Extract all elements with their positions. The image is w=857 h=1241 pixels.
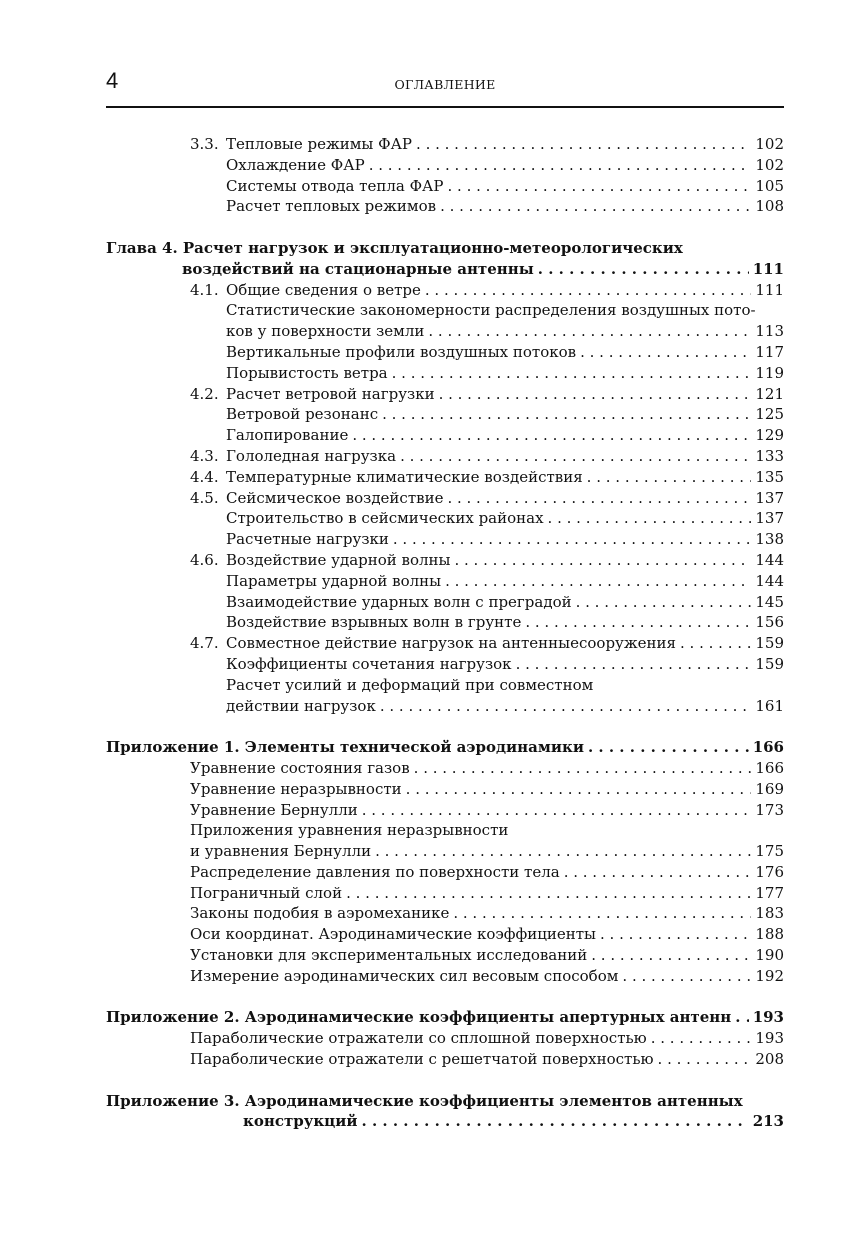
toc-entry[interactable] <box>106 696 784 717</box>
table-of-contents <box>106 134 784 1132</box>
toc-entry-title: Вертикальные профили воздушных потоков <box>226 342 580 363</box>
toc-entry-title: Порывистость ветра <box>226 363 392 384</box>
dot-leader <box>622 966 751 987</box>
toc-entry-title: Расчет тепловых режимов <box>226 196 440 217</box>
dot-leader <box>588 737 749 758</box>
toc-entry-title: Ветровой резонанс <box>226 404 382 425</box>
toc-entry-page: 111 <box>749 259 784 280</box>
toc-entry-title: 4.4. Температурные климатические воздействия <box>190 467 587 488</box>
toc-entry-page: 117 <box>751 342 784 363</box>
dot-leader <box>587 467 752 488</box>
toc-entry-title: Законы подобия в аэромеханике <box>190 903 453 924</box>
dot-leader <box>428 321 751 342</box>
toc-entry[interactable] <box>106 196 784 217</box>
toc-entry-page: 192 <box>751 966 784 987</box>
toc-entry[interactable] <box>106 924 784 945</box>
toc-entry-page: 156 <box>751 612 784 633</box>
toc-entry-page: 193 <box>749 1007 784 1028</box>
toc-entry-page: 144 <box>751 571 784 592</box>
toc-entry-number: 4.7. <box>190 634 219 653</box>
toc-entry-page: 108 <box>751 196 784 217</box>
toc-entry[interactable] <box>106 280 784 301</box>
section-gap <box>106 217 784 238</box>
toc-entry-number: 4.1. <box>190 280 219 299</box>
dot-leader <box>362 800 752 821</box>
toc-entry[interactable] <box>106 883 784 904</box>
dot-leader <box>658 1049 752 1070</box>
toc-entry-page: 190 <box>751 945 784 966</box>
page-header <box>106 68 784 108</box>
toc-entry[interactable] <box>106 300 784 321</box>
toc-entry[interactable] <box>106 675 784 696</box>
toc-entry-page: 144 <box>751 550 784 571</box>
toc-entry-title: Параболические отражатели со сплошной поверхностью <box>190 1028 651 1049</box>
toc-entry-page: 133 <box>751 446 784 467</box>
toc-entry[interactable] <box>106 779 784 800</box>
toc-entry[interactable] <box>106 654 784 675</box>
dot-leader <box>651 1028 752 1049</box>
toc-entry[interactable] <box>106 550 784 571</box>
toc-entry-page: 119 <box>751 363 784 384</box>
dot-leader <box>392 363 752 384</box>
toc-entry-title: 4.6. Воздействие ударной волны <box>190 550 454 571</box>
toc-entry-title: 4.3. Гололедная нагрузка <box>190 446 400 467</box>
toc-entry-page: 208 <box>751 1049 784 1070</box>
toc-entry-page: 193 <box>751 1028 784 1049</box>
section-gap <box>106 987 784 1008</box>
toc-entry-title: Охлаждение ФАР <box>226 155 369 176</box>
dot-leader <box>525 612 751 633</box>
toc-entry-title: Оси координат. Аэродинамические коэффициенты <box>190 924 600 945</box>
toc-entry[interactable] <box>106 820 784 841</box>
toc-entry-page: 183 <box>751 903 784 924</box>
dot-leader <box>445 571 751 592</box>
toc-entry-page: 138 <box>751 529 784 550</box>
toc-entry[interactable] <box>106 342 784 363</box>
dot-leader <box>454 550 751 571</box>
toc-entry-title: Пограничный слой <box>190 883 346 904</box>
dot-leader <box>516 654 752 675</box>
toc-entry[interactable] <box>106 529 784 550</box>
toc-entry-page: 159 <box>751 633 784 654</box>
dot-leader <box>382 404 751 425</box>
dot-leader <box>400 446 751 467</box>
toc-entry-page: 166 <box>751 758 784 779</box>
toc-entry-page: 135 <box>751 467 784 488</box>
toc-entry-page: 113 <box>751 321 784 342</box>
toc-entry[interactable] <box>106 425 784 446</box>
toc-entry-number: 4.3. <box>190 446 219 465</box>
toc-entry-title: Параболические отражатели с решетчатой поверхностью <box>190 1049 658 1070</box>
toc-entry[interactable] <box>106 1028 784 1049</box>
toc-entry-number: 4.2. <box>190 384 219 403</box>
toc-entry-title: 4.5. Сейсмическое воздействие <box>190 488 447 509</box>
toc-entry-title: Статистические закономерности распределения воздушных пото- <box>226 300 760 321</box>
toc-entry-number: 4.4. <box>190 467 219 486</box>
dot-leader <box>425 280 751 301</box>
toc-entry-number: 4.6. <box>190 550 219 569</box>
toc-entry[interactable] <box>106 841 784 862</box>
toc-entry-page: 111 <box>751 280 784 301</box>
toc-entry[interactable] <box>106 134 784 155</box>
toc-entry[interactable] <box>106 1007 784 1028</box>
running-title: ОГЛАВЛЕНИЕ <box>394 77 496 92</box>
toc-entry-page: 125 <box>751 404 784 425</box>
toc-entry[interactable] <box>106 1091 784 1112</box>
toc-entry[interactable] <box>106 1049 784 1070</box>
toc-entry[interactable] <box>106 467 784 488</box>
toc-entry[interactable] <box>106 404 784 425</box>
toc-entry[interactable] <box>106 800 784 821</box>
dot-leader <box>346 883 751 904</box>
toc-entry[interactable] <box>106 633 784 654</box>
toc-entry-page: 105 <box>751 176 784 197</box>
toc-entry-title: Взаимодействие ударных волн с преградой <box>226 592 576 613</box>
dot-leader <box>538 259 749 280</box>
dot-leader <box>735 1007 748 1028</box>
toc-entry-page: 176 <box>751 862 784 883</box>
toc-entry[interactable] <box>106 903 784 924</box>
toc-entry-title: Системы отвода тепла ФАР <box>226 176 448 197</box>
toc-entry-title: 3.3. Тепловые режимы ФАР <box>190 134 416 155</box>
dot-leader <box>600 924 751 945</box>
toc-entry[interactable] <box>106 758 784 779</box>
section-gap <box>106 716 784 737</box>
toc-entry[interactable] <box>106 966 784 987</box>
toc-entry[interactable] <box>106 592 784 613</box>
toc-entry[interactable] <box>106 571 784 592</box>
toc-entry-title: 4.2. Расчет ветровой нагрузки <box>190 384 439 405</box>
section-gap <box>106 1070 784 1091</box>
toc-entry-page: 188 <box>751 924 784 945</box>
toc-entry-title: Уравнение состояния газов <box>190 758 414 779</box>
dot-leader <box>548 508 752 529</box>
dot-leader <box>375 841 751 862</box>
toc-entry[interactable] <box>106 176 784 197</box>
toc-entry-page: 129 <box>751 425 784 446</box>
toc-entry[interactable] <box>106 155 784 176</box>
toc-entry-page: 102 <box>751 155 784 176</box>
toc-entry[interactable] <box>106 862 784 883</box>
dot-leader <box>580 342 751 363</box>
toc-entry-page: 177 <box>751 883 784 904</box>
toc-entry-title: Приложения уравнения неразрывности <box>190 820 512 841</box>
toc-entry-title: Приложение 1. Элементы технической аэродинамики <box>106 737 588 758</box>
toc-entry-title: конструкций <box>243 1111 362 1132</box>
toc-entry-title: и уравнения Бернулли <box>190 841 375 862</box>
toc-entry[interactable] <box>106 612 784 633</box>
toc-entry-title: 4.7. Совместное действие нагрузок на антенныесооружения <box>190 633 680 654</box>
dot-leader <box>439 384 752 405</box>
dot-leader <box>369 155 752 176</box>
toc-entry-page: 121 <box>751 384 784 405</box>
toc-entry-title: Параметры ударной волны <box>226 571 445 592</box>
toc-entry-title: ков у поверхности земли <box>226 321 428 342</box>
toc-entry-page: 173 <box>751 800 784 821</box>
page-number: 4 <box>106 68 119 93</box>
toc-entry[interactable] <box>106 363 784 384</box>
toc-entry[interactable] <box>106 321 784 342</box>
toc-entry[interactable] <box>106 737 784 758</box>
toc-entry-page: 102 <box>751 134 784 155</box>
toc-entry-title: Расчет усилий и деформаций при совместном <box>226 675 597 696</box>
toc-entry[interactable] <box>106 508 784 529</box>
toc-entry-page: 145 <box>751 592 784 613</box>
toc-entry-number: 4.5. <box>190 488 219 507</box>
dot-leader <box>406 779 752 800</box>
toc-entry-page: 166 <box>749 737 784 758</box>
dot-leader <box>393 529 751 550</box>
toc-entry-title: Строительство в сейсмических районах <box>226 508 548 529</box>
dot-leader <box>447 488 751 509</box>
toc-entry[interactable] <box>106 384 784 405</box>
toc-entry-title: воздействий на стационарные антенны <box>182 259 538 280</box>
dot-leader <box>380 696 752 717</box>
toc-entry-title: Коэффициенты сочетания нагрузок <box>226 654 516 675</box>
dot-leader <box>564 862 752 883</box>
dot-leader <box>448 176 752 197</box>
toc-entry-title: Приложение 2. Аэродинамические коэффициенты апертурных антенн <box>106 1007 735 1028</box>
toc-entry-page: 161 <box>751 696 784 717</box>
dot-leader <box>576 592 752 613</box>
toc-entry-page: 169 <box>751 779 784 800</box>
toc-entry-title: Уравнение неразрывности <box>190 779 406 800</box>
dot-leader <box>440 196 751 217</box>
toc-entry-page: 213 <box>749 1111 784 1132</box>
toc-entry-number: 3.3. <box>190 135 219 153</box>
toc-entry-page: 159 <box>751 654 784 675</box>
toc-entry-title: Воздействие взрывных волн в грунте <box>226 612 525 633</box>
toc-entry-title: Установки для экспериментальных исследований <box>190 945 591 966</box>
toc-entry-title: Глава 4. Расчет нагрузок и эксплуатационно-метеорологических <box>106 238 687 259</box>
dot-leader <box>453 903 751 924</box>
toc-entry-page: 137 <box>751 508 784 529</box>
toc-entry-title: действии нагрузок <box>226 696 380 717</box>
dot-leader <box>416 134 751 155</box>
toc-entry-title: Распределение давления по поверхности тела <box>190 862 564 883</box>
dot-leader <box>362 1111 749 1132</box>
dot-leader <box>591 945 751 966</box>
toc-entry-title: Измерение аэродинамических сил весовым способом <box>190 966 622 987</box>
toc-entry[interactable] <box>106 488 784 509</box>
toc-entry-title: Галопирование <box>226 425 352 446</box>
toc-entry-page: 175 <box>751 841 784 862</box>
toc-entry-title: Расчетные нагрузки <box>226 529 393 550</box>
dot-leader <box>352 425 751 446</box>
toc-entry-title: 4.1. Общие сведения о ветре <box>190 280 425 301</box>
toc-entry[interactable] <box>106 446 784 467</box>
dot-leader <box>414 758 752 779</box>
dot-leader <box>680 633 751 654</box>
toc-entry-page: 137 <box>751 488 784 509</box>
toc-entry[interactable] <box>106 238 784 259</box>
toc-entry[interactable] <box>106 1111 784 1132</box>
toc-entry[interactable] <box>106 259 784 280</box>
toc-entry-title: Уравнение Бернулли <box>190 800 362 821</box>
toc-entry-title: Приложение 3. Аэродинамические коэффициенты элементов антенных <box>106 1091 747 1112</box>
toc-entry[interactable] <box>106 945 784 966</box>
